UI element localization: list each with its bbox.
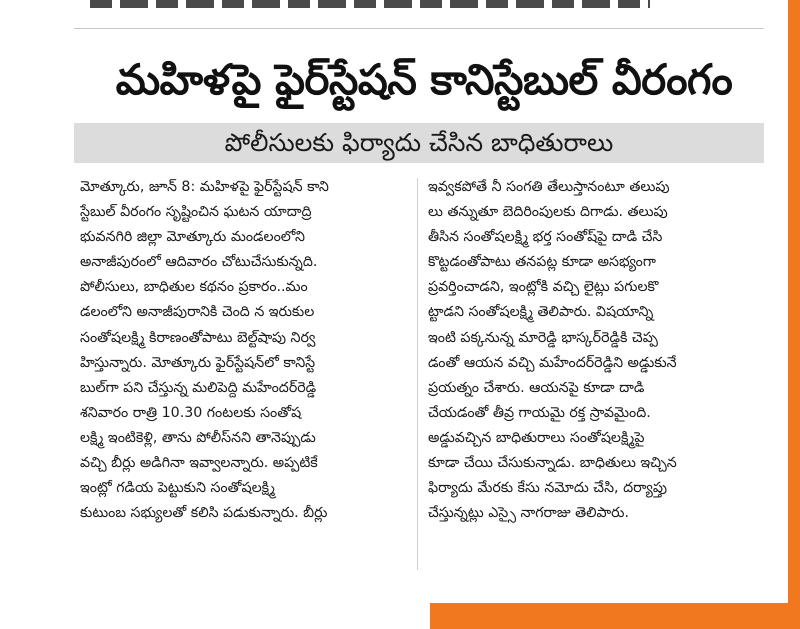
- body-line: ప్రవర్తించాడని, ఇంట్లోకి వచ్చి లైట్లు పగులకొ: [428, 279, 659, 296]
- body-line: పోలీసులు, బాధితుల కథనం ప్రకారం..మం: [80, 279, 308, 296]
- body-line: కూడా చేయి చేసుకున్నాడు. బాధితులు ఇచ్చిన: [428, 455, 677, 472]
- body-line: ఫిర్యాదు మేరకు కేసు నమోదు చేసి, దర్యాప్తు: [428, 480, 668, 497]
- article-column-right: [428, 175, 756, 526]
- body-line: తీసిన సంతోషలక్ష్మి భర్త సంతోష్‌పై దాడి చేసి: [428, 229, 663, 246]
- body-line: కొట్టడంతోపాటు తనపట్ల కూడా అసభ్యంగా: [428, 254, 656, 271]
- article-column-left: [80, 175, 407, 526]
- body-line: భువనగిరి జిల్లా మోత్కూరు మండలంలోని: [80, 229, 306, 246]
- body-line: లక్ష్మి ఇంటికెళ్లి, తాను పోలీస్‌నని తానెప్పుడు: [80, 429, 316, 446]
- body-line: సంతోషలక్ష్మి కిరాణంతోపాటు బెల్ట్‌షాపు నిర్వ: [80, 329, 316, 346]
- body-line: శనివారం రాత్రి 10.30 గంటలకు సంతోష: [80, 404, 302, 421]
- column-divider: [417, 178, 418, 570]
- previous-article-text-fragment: [90, 0, 650, 8]
- body-line: డంతో ఆయన వచ్చి మహేందర్‌రెడ్డిని అడ్డుకునే: [428, 354, 677, 371]
- body-line: ప్రయత్నం చేశారు. ఆయనపై కూడా దాడి: [428, 379, 645, 396]
- body-line: వచ్చి బీర్లు అడిగినా ఇవ్వాలన్నారు. అప్పటికే: [80, 455, 318, 472]
- orange-frame-right: [788, 0, 800, 629]
- body-line: చేయడంతో తీవ్ర గాయమై రక్త స్రావమైంది.: [428, 404, 651, 421]
- body-line: స్టేబుల్ వీరంగం సృష్టించిన ఘటన యాదాద్రి: [80, 204, 312, 221]
- body-line: కుటుంబ సభ్యులతో కలిసి పడుకున్నారు. బీర్లు: [80, 505, 328, 522]
- body-line: డలంలోని అనాజీపురానికి చెంది న ఇరుకుల: [80, 304, 315, 321]
- body-line: అనాజీపురంలో ఆదివారం చోటుచేసుకున్నది.: [80, 254, 318, 271]
- article-subheadline: పోలీసులకు ఫిర్యాదు చేసిన బాధితురాలు: [74, 123, 764, 163]
- body-line: ఇంట్లో గడియ పెట్టుకుని సంతోషలక్ష్మి: [80, 480, 276, 497]
- body-line: ఇవ్వకపోతే నీ సంగతి తేలుస్తానంటూ తలుపు: [428, 179, 670, 195]
- body-line: చేస్తున్నట్లు ఎస్సై నాగరాజు తెలిపారు.: [428, 505, 629, 522]
- body-line: మోత్కూరు, జూన్ 8: మహిళపై ఫైర్‌స్టేషన్ కాని: [80, 179, 329, 195]
- article-headline: మహిళపై ఫైర్‌స్టేషన్ కానిస్టేబుల్ వీరంగం: [115, 55, 733, 104]
- body-line: లు తన్నుతూ బెదిరింపులకు దిగాడు. తలుపు: [428, 204, 668, 221]
- orange-frame-bottom: [430, 603, 800, 629]
- body-line: బుల్‌గా పని చేస్తున్న మలిపెద్ది మహేందర్‌రెడ్డి: [80, 379, 317, 396]
- body-line: అడ్డువచ్చిన బాధితురాలు సంతోషలక్ష్మిపై: [428, 429, 645, 446]
- body-line: ట్టాడని సంతోషలక్ష్మి తెలిపారు. విషయాన్ని: [428, 304, 654, 321]
- top-divider: [74, 28, 764, 29]
- body-line: ఇంటి పక్కనున్న మారెడ్డి భాస్కర్‌రెడ్డికి చెప్ప: [428, 329, 658, 346]
- body-line: హిస్తున్నారు. మోత్కూరు ఫైర్‌స్టేషన్‌లో కానిస్టే: [80, 354, 316, 371]
